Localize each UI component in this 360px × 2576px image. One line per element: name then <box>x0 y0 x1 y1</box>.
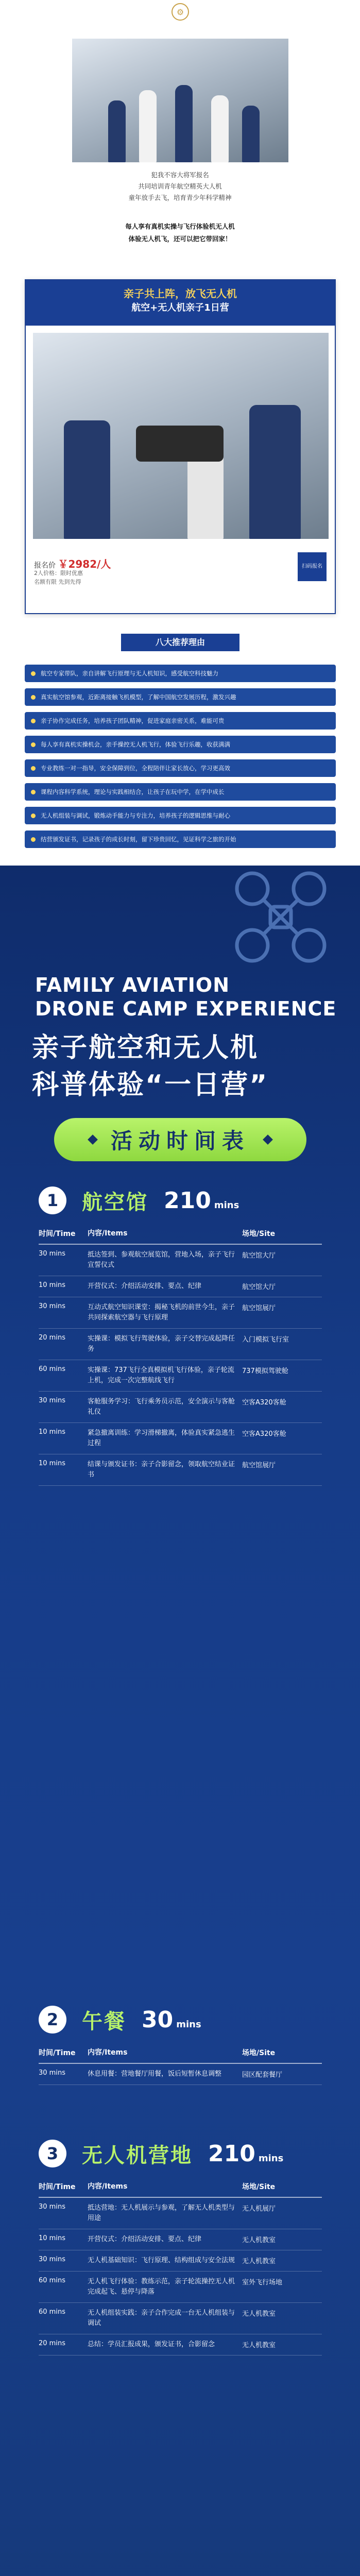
reason-item <box>25 783 336 801</box>
row-place: 737模拟驾驶舱 <box>242 1367 288 1375</box>
reason-text: 航空专家带队，亲自讲解飞行原理与无人机知识，感受航空科技魅力 <box>41 670 218 677</box>
col-time: 时间/Time <box>39 2183 76 2191</box>
reason-item <box>25 665 336 682</box>
row-content: 抵达签到、参观航空展览馆，营地入场，亲子飞行宣誓仪式 <box>88 1251 235 1269</box>
row-time: 30 mins <box>39 2203 65 2211</box>
reason-text: 每人享有真机实操机会，亲手操控无人机飞行，体验飞行乐趣，收获满满 <box>41 741 230 748</box>
title-cn-line-1: 亲子航空和无人机 <box>32 1032 259 1063</box>
col-time: 时间/Time <box>39 1230 76 1238</box>
row-content: 无人机飞行体验：教练示范，亲子轮流操控无人机完成起飞、悬停与降落 <box>88 2278 235 2296</box>
bullet-icon <box>31 719 36 723</box>
row-place: 无人机教室 <box>242 2236 276 2244</box>
section-name: 航空馆 <box>82 1190 148 1214</box>
table-row <box>39 1392 322 1423</box>
row-place: 航空馆展厅 <box>242 1304 276 1312</box>
row-time: 30 mins <box>39 1302 65 1310</box>
reason-text: 结营颁发证书，记录孩子的成长时刻，留下珍贵回忆，见证科学之旅的开始 <box>41 836 236 843</box>
row-time: 60 mins <box>39 2277 65 2284</box>
reason-item <box>25 807 336 824</box>
row-time: 10 mins <box>39 1428 65 1436</box>
intro-line-2: 共同培训青年航空精英大人机 <box>138 182 222 190</box>
section-duration <box>208 2141 283 2167</box>
section-name: 午餐 <box>82 2009 126 2033</box>
price-note-2: 名额有限 先到先得 <box>34 579 81 585</box>
price-value: ￥2982/人 <box>58 558 111 570</box>
table-row <box>39 2334 322 2355</box>
section-header <box>39 2004 322 2035</box>
schedule-section-lunch <box>39 2004 322 2085</box>
row-place: 室外飞行场地 <box>242 2279 283 2286</box>
duration-unit: mins <box>176 2019 201 2030</box>
table-row <box>39 2198 322 2229</box>
table-row <box>39 1329 322 1360</box>
bullet-icon <box>31 837 36 842</box>
product-card-header <box>26 280 335 326</box>
section-name: 无人机营地 <box>82 2143 193 2167</box>
row-content: 实操课：737飞行全真模拟机飞行体验，亲子轮流上机，完成一次完整航线飞行 <box>88 1366 234 1384</box>
row-content: 开营仪式：介绍活动安排、要点、纪律 <box>88 1282 202 1290</box>
row-place: 园区配套餐厅 <box>242 2071 283 2079</box>
row-time: 10 mins <box>39 1281 65 1289</box>
section-header <box>39 2138 322 2169</box>
reason-item <box>25 831 336 848</box>
table-header <box>39 2042 322 2064</box>
row-content: 紧急撤离训练：学习滑梯撤离，体验真实紧急逃生过程 <box>88 1429 235 1447</box>
intro-highlight-2: 体验无人机飞，还可以把它带回家！ <box>128 235 232 243</box>
row-place: 无人机教室 <box>242 2258 276 2265</box>
reason-text: 无人机组装与调试，锻炼动手能力与专注力，培养孩子的逻辑思维与耐心 <box>41 812 230 819</box>
intro-line-1: 犯我不容大将军报名 <box>151 171 209 179</box>
reasons-section <box>0 618 360 866</box>
product-photo <box>33 333 329 539</box>
row-content: 实操课：模拟飞行驾驶体验，亲子交替完成起降任务 <box>88 1335 235 1353</box>
schedule-label: 活动时间表 <box>110 1128 250 1154</box>
schedule-section-drone <box>39 2138 322 2355</box>
row-place: 航空馆展厅 <box>242 1462 276 1469</box>
col-place: 场地/Site <box>242 1230 276 1238</box>
row-time: 30 mins <box>39 2256 65 2263</box>
reason-item <box>25 712 336 730</box>
col-place: 场地/Site <box>242 2183 276 2191</box>
row-content: 互动式航空知识课堂：揭秘飞机的前世今生，亲子共同探索航空器与飞行原理 <box>88 1303 235 1321</box>
price-note-1: 2人价格：限时优惠 <box>34 570 83 577</box>
top-photo <box>72 39 288 162</box>
product-headline: 亲子共上阵，放飞无人机 <box>124 287 237 300</box>
section-header <box>39 1185 322 1216</box>
row-place: 航空馆大厅 <box>242 1252 276 1260</box>
row-time: 20 mins <box>39 1334 65 1342</box>
reason-text: 课程内容科学系统，理论与实践相结合，让孩子在玩中学，在学中成长 <box>41 788 225 795</box>
reasons-title: 八大推荐理由 <box>121 634 239 651</box>
row-place: 空客A320客舱 <box>242 1399 286 1406</box>
row-content: 无人机基础知识：飞行原理、结构组成与安全法规 <box>88 2257 235 2264</box>
table-row <box>39 2303 322 2334</box>
reason-item <box>25 759 336 777</box>
duration-unit: mins <box>258 2153 284 2164</box>
reason-text: 专业教练一对一指导，安全保障到位，全程陪伴让家长放心，学习更高效 <box>41 765 230 772</box>
row-place: 无人机教室 <box>242 2310 276 2318</box>
row-time: 30 mins <box>39 1250 65 1258</box>
bullet-icon <box>31 766 36 771</box>
reason-item <box>25 736 336 753</box>
row-time: 60 mins <box>39 2308 65 2316</box>
row-content: 无人机组装实践：亲子合作完成一台无人机组装与调试 <box>88 2309 235 2327</box>
row-content: 开营仪式：介绍活动安排、要点、纪律 <box>88 2235 202 2243</box>
product-card[interactable] <box>25 279 336 614</box>
duration-value: 30 <box>142 2006 174 2033</box>
row-place: 入门模拟飞行室 <box>242 1336 289 1344</box>
row-content: 休息用餐：营地餐厅用餐，饭后短暂休息调整 <box>88 2070 222 2078</box>
section-number: 1 <box>39 1187 66 1214</box>
table-row <box>39 2250 322 2272</box>
table-row <box>39 2064 322 2085</box>
title-en-line-1: FAMILY AVIATION <box>35 974 230 996</box>
row-place: 空客A320客舱 <box>242 1430 286 1438</box>
reason-text: 亲子协作完成任务，培养孩子团队精神，促进家庭亲密关系，难能可贵 <box>41 717 225 724</box>
bullet-icon <box>31 790 36 794</box>
row-time: 60 mins <box>39 1365 65 1373</box>
table-row <box>39 2272 322 2303</box>
table-row <box>39 1454 322 1486</box>
table-row <box>39 1245 322 1276</box>
drone-icon <box>229 866 332 969</box>
row-time: 20 mins <box>39 2340 65 2347</box>
reasons-list <box>25 665 336 854</box>
row-content: 客舱服务学习：飞行乘务员示范，安全演示与客舱礼仪 <box>88 1398 235 1416</box>
bullet-icon <box>31 742 36 747</box>
section-duration <box>142 2007 201 2033</box>
title-en-line-2: DRONE CAMP EXPERIENCE <box>35 997 337 1020</box>
row-time: 10 mins <box>39 1460 65 1467</box>
price-label: 报名价 <box>34 562 56 570</box>
reason-text: 真实航空馆参观，近距离接触飞机模型，了解中国航空发展历程，激发兴趣 <box>41 693 236 701</box>
schedule-banner <box>54 1118 306 1161</box>
col-place: 场地/Site <box>242 2049 276 2057</box>
reason-item <box>25 688 336 706</box>
price-notes <box>34 569 83 586</box>
section-number: 3 <box>39 2140 66 2167</box>
schedule-table <box>39 1223 322 1486</box>
table-row <box>39 1297 322 1329</box>
brand-logo-icon: ⚙ <box>172 3 189 21</box>
table-header <box>39 2176 322 2198</box>
section-number: 2 <box>39 2006 66 2033</box>
row-time: 30 mins <box>39 1397 65 1404</box>
row-place: 航空馆大厅 <box>242 1283 276 1291</box>
col-time: 时间/Time <box>39 2049 76 2057</box>
table-header <box>39 1223 322 1245</box>
col-content: 内容/Items <box>88 1229 128 1238</box>
row-content: 结课与颁发证书：亲子合影留念，领取航空结业证书 <box>88 1461 235 1479</box>
table-row <box>39 1276 322 1297</box>
duration-value: 210 <box>208 2140 255 2167</box>
schedule-table <box>39 2042 322 2085</box>
intro-highlight-1: 每人享有真机实操与飞行体验机无人机 <box>125 223 235 230</box>
schedule-poster <box>0 866 360 2576</box>
row-place: 无人机展厅 <box>242 2205 276 2213</box>
section-duration <box>164 1188 239 1214</box>
table-row <box>39 2229 322 2250</box>
title-cn-line-2: 科普体验“一日营” <box>32 1070 269 1100</box>
product-subline: 航空+无人机亲子1日营 <box>131 302 229 313</box>
col-content: 内容/Items <box>88 2048 128 2057</box>
bullet-icon <box>31 695 36 700</box>
schedule-table <box>39 2176 322 2355</box>
col-content: 内容/Items <box>88 2182 128 2191</box>
signup-qr-button[interactable]: 扫码报名 <box>298 552 327 581</box>
bullet-icon <box>31 671 36 676</box>
row-place: 无人机教室 <box>242 2342 276 2349</box>
duration-value: 210 <box>164 1187 211 1214</box>
table-row <box>39 1360 322 1392</box>
intro-line-3: 童年放手去飞，培育青少年科学精神 <box>128 194 232 201</box>
diamond-icon <box>88 1134 98 1145</box>
table-row <box>39 1423 322 1454</box>
schedule-section-aviation <box>39 1185 322 1486</box>
intro-section <box>0 0 360 652</box>
row-content: 抵达营地：无人机展示与参观，了解无人机类型与用途 <box>88 2204 235 2222</box>
bullet-icon <box>31 814 36 818</box>
row-content: 总结：学员汇报成果，颁发证书，合影留念 <box>88 2341 215 2348</box>
diamond-icon <box>263 1134 273 1145</box>
row-time: 10 mins <box>39 2234 65 2242</box>
duration-unit: mins <box>214 1199 239 1211</box>
row-time: 30 mins <box>39 2069 65 2077</box>
